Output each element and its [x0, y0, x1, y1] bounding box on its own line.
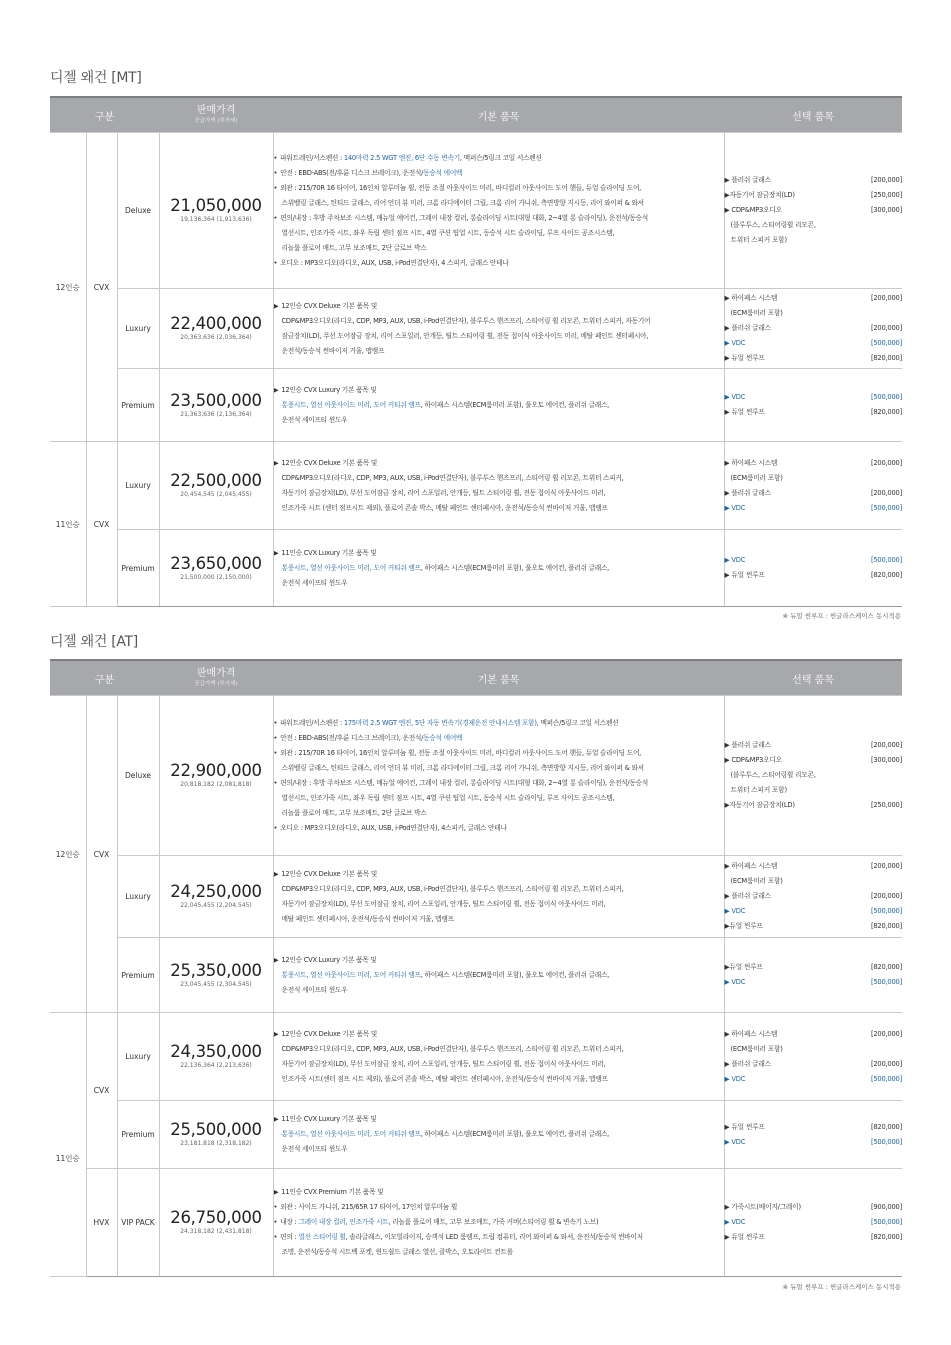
option-items [724, 1101, 902, 1169]
option-price: [500,000] [870, 393, 903, 401]
option-item [725, 501, 903, 516]
basic-items [273, 1013, 724, 1101]
basic-item-line: • 외관 : 215/70R 16 타이어, 16인치 알루미늄 휠, 전동 조절 아웃사이드 미러, 바디컬러 아웃사이드 도어 핸들, 듀얼 슬라이딩 도어, [273, 183, 642, 192]
option-item [725, 188, 903, 203]
price-cell [159, 1169, 273, 1277]
option-name: ▶ 하이패스 시스템 [724, 1029, 778, 1038]
option-item [725, 336, 903, 351]
option-name: ▶ VDC [724, 1137, 746, 1146]
basic-item-line: 열선시트, 인조가죽 시트, 좌우 독립 센터 점프 시트, 4열 쿠션 팁업 시트, 동승석 시트 슬라이딩, 루프 사이드 공조시스템, [281, 793, 615, 802]
trim-cell: Luxury [117, 856, 159, 938]
option-price: [300,000] [870, 206, 903, 214]
sale-price: 25,500,000 [170, 1120, 262, 1139]
option-price: [500,000] [870, 503, 903, 512]
basic-item-line: CDP&MP3오디오(라디오, CDP, MP3, AUX, USB, i-Pod연결단자), 블루투스 핸즈프리, 스티어링 휠 리모콘, 트위터 스피커, [281, 473, 624, 482]
option-price: [500,000] [870, 1074, 903, 1083]
basic-item-line: • 안전 : EBD-ABS(전/후륜 디스크 브레이크), 운전석/동승석 에어백 [273, 168, 463, 177]
type-cell: CVX [86, 442, 117, 607]
basic-item-line: 스위벨링 글래스, 틴티드 글래스, 리어 언더 뷰 미러, 크롬 라디에이터 그릴, 크롬 리어 가니쉬, 측면방향 지시등, 리어 와이퍼 & 와셔 [281, 763, 644, 772]
option-item [725, 1057, 903, 1072]
option-item [725, 975, 903, 990]
footnote-mt: ※ 듀얼 썬루프 : 썬글라스케이스 동시적용 [782, 612, 901, 620]
option-items [724, 133, 902, 289]
option-item [725, 486, 903, 501]
table-header [50, 660, 902, 696]
basic-item-line: 리놀륨 플로어 매트, 고무 보조매트, 2단 글로브 박스 [281, 243, 427, 252]
basic-item-line: 열선시트, 인조가죽 시트, 좌우 독립 센터 점프 시트, 4열 쿠션 팁업 시트, 동승석 시트 슬라이딩, 루프 사이드 공조시스템, [281, 228, 615, 237]
option-name: ▶ VDC [724, 503, 746, 512]
basic-item-line: • 외관 : 사이드 가니쉬, 215/65R 17 타이어, 17인치 알루미늄 휠 [273, 1203, 458, 1211]
basic-item-line: 통풍시트, 열선 아웃사이드 미러, 도어 커티쉬 램프, 하이패스 시스템(ECM룸미러 포함), 풀오토 에어컨, 플러쉬 글래스, [281, 400, 610, 409]
option-name: ▶ 하이패스 시스템 [724, 458, 778, 467]
option-price: [500,000] [870, 907, 903, 915]
sale-price: 23,650,000 [170, 553, 262, 573]
supply-price: 19,136,364 (1,913,636) [180, 216, 252, 223]
trim-cell: Premium [117, 530, 159, 607]
sale-price: 22,400,000 [170, 314, 262, 333]
option-price: [900,000] [870, 1203, 903, 1211]
price-cell [159, 938, 273, 1013]
trim-cell: VIP PACK [117, 1169, 159, 1277]
basic-item-line: • 오디오 : MP3오디오(라디오, AUX, USB, i-Pod연결단자), 4스피커, 글래스 안테나 [273, 823, 507, 832]
option-name: 트위터 스피커 포함) [730, 786, 787, 794]
option-item [725, 919, 903, 934]
basic-item-line: 인조가죽 시트(센터 점프 시트 제외), 플로어 콘솔 박스, 메탈 페인트 센터페시아, 운전석/동승석 썬바이저 거울, 맵램프 [281, 1074, 608, 1083]
option-name: ▶ VDC [724, 1218, 746, 1226]
basic-items [273, 938, 724, 1013]
header-basic: 기본 품목 [273, 660, 724, 696]
supply-price: 22,045,455 (2,204,545) [180, 902, 252, 909]
option-items [724, 938, 902, 1013]
option-price: [200,000] [870, 294, 903, 302]
option-name: ▶ 가죽시트(베이지/그레이) [724, 1203, 801, 1211]
option-items [724, 856, 902, 938]
basic-item-line: 운전석 세이프티 윈도우 [281, 985, 348, 994]
option-items [724, 369, 902, 442]
trim-cell: Premium [117, 1101, 159, 1169]
option-price: [820,000] [870, 963, 903, 971]
basic-item-line: 조명, 운전석/동승석 시트백 포켓, 윈드쉴드 글래스 열선, 클박스, 오토라이트 컨트롤 [281, 1248, 513, 1256]
option-price: [500,000] [870, 1137, 903, 1146]
basic-items [273, 133, 724, 289]
trim-cell: Premium [117, 369, 159, 442]
option-name: ▶ 하이패스 시스템 [724, 294, 778, 302]
header-option: 선택 품목 [724, 97, 902, 133]
option-name: ▶ VDC [724, 339, 746, 347]
option-item [725, 203, 903, 218]
table-row [50, 1101, 902, 1169]
sale-price: 26,750,000 [170, 1208, 262, 1227]
option-item [725, 783, 903, 798]
option-price: [500,000] [870, 339, 903, 347]
supply-price: 23,045,455 (2,304,545) [180, 980, 252, 988]
basic-item-line: • 파워트레인/서스펜션 : 140마력 2.5 WGT 엔진, 6단 수동 변속기, 멕퍼슨/5링크 코일 서스펜션 [273, 153, 542, 162]
supply-price: 21,363,636 (2,136,364) [180, 410, 252, 418]
seat-cell: 12인승 [50, 696, 86, 1013]
option-name: ▶ 하이패스 시스템 [724, 862, 778, 870]
basic-item-line: ▶ 11인승 CVX Premium 기본 품목 및 [273, 1188, 384, 1196]
price-cell [159, 1101, 273, 1169]
price-cell [159, 442, 273, 530]
section-title-at: 디젤 왜건 [AT] [50, 634, 138, 650]
option-price: [200,000] [870, 1059, 903, 1068]
basic-item-line: 운전석 세이프티 윈도우 [281, 578, 348, 587]
option-item [725, 889, 903, 904]
option-name: ▶자동기어 잠금장치(LD) [724, 191, 795, 199]
option-name: ▶ 듀얼 썬루프 [724, 571, 765, 579]
option-price: [200,000] [870, 892, 903, 900]
option-price: [200,000] [870, 458, 903, 467]
option-price: [820,000] [870, 1233, 903, 1241]
option-items [724, 530, 902, 607]
basic-item-line: 운전석/동승석 썬바이저 거울, 맵램프 [281, 346, 385, 355]
trim-cell: Luxury [117, 1013, 159, 1101]
option-items [724, 442, 902, 530]
section-title-mt: 디젤 왜건 [MT] [50, 70, 142, 86]
basic-item-line: 리놀륨 플로어 매트, 고무 보조매트, 2단 글로브 박스 [281, 808, 427, 817]
price-cell [159, 1013, 273, 1101]
basic-item-line: ▶ 12인승 CVX Luxury 기본 품목 및 [273, 955, 377, 964]
basic-item-line: • 편의/내장 : 후방 주차보조 시스템, 매뉴얼 에어컨, 그레이 내장 컬러, 롱슬라이딩 시트(대형 대화, 2~4열 롱 슬라이딩), 운전석/동승석 [273, 778, 648, 787]
basic-item-line: ▶ 11인승 CVX Luxury 기본 품목 및 [273, 1115, 377, 1123]
option-price: [200,000] [870, 324, 903, 332]
price-cell [159, 289, 273, 369]
basic-items [273, 856, 724, 938]
header-gubun: 구분 [50, 97, 159, 133]
option-item [725, 456, 903, 471]
header-basic: 기본 품목 [273, 97, 724, 133]
option-item [725, 568, 903, 583]
basic-item-line: 잠금장치(LD), 무선 도어잠금 장치, 리어 스포일러, 안개등, 틸트 스티어링 휠, 전동 접이식 아웃사이드 미러, 메탈 페인트 센터페시아, [281, 331, 649, 340]
basic-items [273, 530, 724, 607]
sale-price: 25,350,000 [170, 960, 262, 980]
option-name: ▶ CDP&MP3오디오 [724, 756, 782, 764]
basic-item-line: ▶ 12인승 CVX Deluxe 기본 품목 및 [273, 1029, 378, 1038]
option-name: ▶ CDP&MP3오디오 [724, 206, 782, 214]
option-item [725, 351, 903, 366]
basic-item-line: 자동기어 잠금장치(LD), 무선 도어잠금 장치, 리어 스포일러, 안개등, 틸트 스티어링 휠, 전동 접이식 아웃사이드 미러, [281, 899, 606, 908]
option-price: [300,000] [870, 756, 903, 764]
table-row [50, 856, 902, 938]
option-name: ▶ 플러쉬 글래스 [724, 176, 771, 184]
price-cell [159, 856, 273, 938]
basic-item-line: 자동기어 잠금장치(LD), 무선 도어잠금 장치, 리어 스포일러, 안개등, 틸트 스티어링 휠, 전동 접이식 아웃사이드 미러, [281, 1059, 606, 1068]
trim-cell: Deluxe [117, 133, 159, 289]
price-table-at [50, 659, 902, 1277]
option-name: ▶ 플러쉬 글래스 [724, 488, 771, 497]
basic-item-line: • 편의/내장 : 후방 주차보조 시스템, 매뉴얼 에어컨, 그레이 내장 컬러, 롱슬라이딩 시트(대형 대화, 2~4열 롱 슬라이딩), 운전석/동승석 [273, 213, 648, 222]
option-price: [250,000] [870, 191, 903, 199]
option-name: (ECM룸미러 포함) [730, 309, 783, 317]
table-row [50, 369, 902, 442]
supply-price: 21,500,000 (2,150,000) [180, 573, 252, 581]
option-item [725, 874, 903, 889]
basic-item-line: ▶ 11인승 CVX Luxury 기본 품목 및 [273, 548, 377, 557]
price-cell [159, 369, 273, 442]
option-price: [820,000] [870, 354, 903, 362]
option-price: [200,000] [870, 176, 903, 184]
option-name: (ECM룸미러 포함) [730, 1044, 783, 1053]
basic-item-line: 메탈 페인트 센터페시아, 운전석/동승석 썬바이저 거울, 맵램프 [281, 914, 454, 923]
table-row [50, 289, 902, 369]
option-name: ▶ VDC [724, 1074, 746, 1083]
basic-items [273, 1169, 724, 1277]
price-table-mt [50, 96, 902, 607]
basic-item-line: • 파워트레인/서스펜션 : 175마력 2.5 WGT 엔진, 5단 자동 변속기(경제운전 안내시스템 포함), 멕퍼슨/5링크 코일 서스펜션 [273, 718, 619, 727]
option-items [724, 1169, 902, 1277]
table-row [50, 696, 902, 856]
table-row [50, 938, 902, 1013]
basic-item-line: 스위벨링 글래스, 틴티드 글래스, 리어 언더 뷰 미러, 크롬 라디에이터 그릴, 크롬 리어 가니쉬, 측면방향 지시등, 리어 와이퍼 & 와셔 [281, 198, 644, 207]
sale-price: 23,500,000 [170, 390, 262, 410]
supply-price: 20,818,182 (2,081,818) [180, 781, 252, 788]
option-name: ▶자동기어 잠금장치(LD) [724, 801, 795, 809]
supply-price: 20,454,545 (2,045,455) [180, 491, 252, 498]
sale-price: 22,900,000 [170, 761, 262, 780]
option-name: ▶ 듀얼 썬루프 [724, 408, 765, 416]
option-item [725, 233, 903, 248]
basic-item-line: ▶ 12인승 CVX Luxury 기본 품목 및 [273, 385, 377, 394]
type-cell: CVX [86, 1013, 117, 1169]
basic-items [273, 369, 724, 442]
option-name: (ECM룸미러 포함) [730, 473, 783, 482]
type-cell: CVX [86, 133, 117, 442]
supply-price: 22,136,364 (2,213,636) [180, 1062, 252, 1069]
supply-price: 24,318,182 (2,431,818) [180, 1228, 252, 1235]
basic-item-line: 인조가죽 시트 (센터 점프시트 제외), 플로어 콘솔 박스, 메탈 페인트 센터페시아, 운전석/동승석 썬바이저 거울, 맵램프 [281, 503, 608, 512]
option-items [724, 1013, 902, 1101]
seat-cell: 12인승 [50, 133, 86, 442]
option-item [725, 1200, 903, 1215]
option-price: [500,000] [870, 1218, 903, 1226]
option-items [724, 289, 902, 369]
seat-cell: 11인승 [50, 1013, 86, 1277]
option-price: [200,000] [870, 862, 903, 870]
option-item [725, 1027, 903, 1042]
basic-item-line: CDP&MP3오디오(라디오, CDP, MP3, AUX, USB, i-Pod연결단자), 블루투스 핸즈프리, 스티어링 휠 리모콘, 트위터 스피커, [281, 884, 624, 893]
header-option: 선택 품목 [724, 660, 902, 696]
option-item [725, 390, 903, 405]
table-row [50, 133, 902, 289]
option-item [725, 218, 903, 233]
option-item [725, 1135, 903, 1150]
trim-cell: Luxury [117, 289, 159, 369]
option-name: ▶ VDC [724, 907, 746, 915]
table-header [50, 97, 902, 133]
sale-price: 22,500,000 [170, 471, 262, 490]
basic-item-line: • 내장 : 그레이 내장 컬러, 인조가죽 시트, 리놀륨 플로어 매트, 고무 보조매트, 가죽 커버(스티어링 휠 & 변속기 노브) [273, 1218, 599, 1226]
basic-items [273, 1101, 724, 1169]
option-name: ▶ 플러쉬 글래스 [724, 1059, 771, 1068]
option-item [725, 1072, 903, 1087]
basic-item-line: CDP&MP3오디오(라디오, CDP, MP3, AUX, USB, i-Pod연결단자), 블루투스 핸즈프리, 스티어링 휠 리모콘, 트위터 스피커, [281, 1044, 624, 1053]
option-item [725, 1120, 903, 1135]
basic-item-line: ▶ 12인승 CVX Deluxe 기본 품목 및 [273, 458, 378, 467]
option-item [725, 753, 903, 768]
basic-item-line: • 오디오 : MP3오디오(라디오, AUX, USB, i-Pod연결단자), 4 스피커, 글래스 안테나 [273, 258, 509, 267]
option-name: ▶ 플러쉬 글래스 [724, 892, 771, 900]
option-item [725, 859, 903, 874]
option-price: [820,000] [870, 1122, 903, 1131]
trim-cell: Premium [117, 938, 159, 1013]
basic-item-line: • 편의 : 열선 스티어링 휠, 솔라글래스, 이모빌라이저, 승객석 LED 룸램프, 트립 컴퓨터, 리어 와이퍼 & 와셔, 운전석/동승석 썬바이저 [273, 1233, 643, 1241]
trim-cell: Luxury [117, 442, 159, 530]
option-name: (블루투스, 스티어링휠 리모콘, [730, 771, 816, 779]
option-item [725, 173, 903, 188]
basic-item-line: 통풍시트, 열선 아웃사이드 미러, 도어 커티쉬 램프, 하이패스 시스템(ECM룸미러 포함), 풀오토 에어컨, 플러쉬 글래스, [281, 563, 610, 572]
option-name: ▶듀얼 썬루프 [724, 922, 763, 930]
seat-cell: 11인승 [50, 442, 86, 607]
option-price: [200,000] [870, 488, 903, 497]
table-row [50, 1013, 902, 1101]
option-item [725, 321, 903, 336]
basic-item-line: 통풍시트, 열선 아웃사이드 미러, 도어 커티쉬 램프, 하이패스 시스템(ECM룸미러 포함), 풀오토 에어컨, 플러쉬 글래스, [281, 1130, 610, 1138]
price-cell [159, 530, 273, 607]
option-name: ▶ 듀얼 썬루프 [724, 1233, 765, 1241]
option-name: ▶ 듀얼 썬루프 [724, 1122, 765, 1131]
header-price: 판매가격 공급가액 (부가세) [159, 97, 273, 133]
option-price: [500,000] [870, 978, 903, 986]
option-name: ▶ VDC [724, 393, 746, 401]
option-item [725, 904, 903, 919]
option-item [725, 471, 903, 486]
basic-items [273, 696, 724, 856]
option-name: ▶ VDC [724, 556, 746, 564]
supply-price: 23,181,818 (2,318,182) [180, 1140, 252, 1147]
basic-item-line: ▶ 12인승 CVX Deluxe 기본 품목 및 [273, 301, 378, 310]
header-price: 판매가격 공급가액 (부가세) [159, 660, 273, 696]
type-cell: HVX [86, 1169, 117, 1277]
basic-item-line: • 안전 : EBD-ABS(전/후륜 디스크 브레이크), 운전석/동승석 에어백 [273, 733, 463, 742]
option-name: ▶ VDC [724, 978, 746, 986]
option-name: (ECM룸미러 포함) [730, 877, 783, 885]
option-item [725, 291, 903, 306]
option-price: [820,000] [870, 922, 903, 930]
basic-items [273, 442, 724, 530]
type-cell: CVX [86, 696, 117, 1013]
option-item [725, 405, 903, 420]
basic-item-line: CDP&MP3오디오(라디오, CDP, MP3, AUX, USB, i-Pod연결단자), 블루투스 핸즈프리, 스티어링 휠 리모콘, 트위터 스피커, 자동기어 [281, 316, 651, 325]
sale-price: 24,250,000 [170, 882, 262, 901]
option-name: 트위터 스피커 포함) [730, 236, 787, 244]
table-row [50, 530, 902, 607]
option-item [725, 768, 903, 783]
option-name: ▶ 플러쉬 글래스 [724, 741, 771, 749]
price-cell [159, 133, 273, 289]
basic-item-line: 운전석 세이프티 윈도우 [281, 1145, 348, 1153]
sale-price: 24,350,000 [170, 1042, 262, 1061]
option-name: (블루투스, 스티어링휠 리모콘, [730, 221, 816, 229]
basic-item-line: • 외관 : 215/70R 16 타이어, 16인치 알루미늄 휠, 전동 조절 아웃사이드 미러, 바디컬러 아웃사이드 도어 핸들, 듀얼 슬라이딩 도어, [273, 748, 642, 757]
sale-price: 21,050,000 [170, 196, 262, 215]
basic-items [273, 289, 724, 369]
option-items [724, 696, 902, 856]
option-name: ▶ 플러쉬 글래스 [724, 324, 771, 332]
option-price: [500,000] [870, 556, 903, 564]
footnote-at: ※ 듀얼 썬루프 : 썬글라스케이스 동시적용 [782, 1283, 901, 1291]
option-price: [820,000] [870, 408, 903, 416]
basic-item-line: 운전석 세이프티 윈도우 [281, 415, 348, 424]
basic-item-line: 자동기어 잠금장치(LD), 무선 도어잠금 장치, 리어 스포일러, 안개등, 틸트 스티어링 휠, 전동 접이식 아웃사이드 미러, [281, 488, 606, 497]
table-row [50, 442, 902, 530]
header-gubun: 구분 [50, 660, 159, 696]
option-price: [200,000] [870, 741, 903, 749]
trim-cell: Deluxe [117, 696, 159, 856]
option-name: ▶ 듀얼 썬루프 [724, 354, 765, 362]
option-item [725, 1215, 903, 1230]
option-name: ▶듀얼 썬루프 [724, 963, 763, 971]
option-item [725, 798, 903, 813]
option-item [725, 1042, 903, 1057]
basic-item-line: ▶ 12인승 CVX Deluxe 기본 품목 및 [273, 869, 378, 878]
supply-price: 20,363,636 (2,036,364) [180, 334, 252, 341]
option-item [725, 553, 903, 568]
option-price: [200,000] [870, 1029, 903, 1038]
option-item [725, 738, 903, 753]
option-price: [250,000] [870, 801, 903, 809]
option-item [725, 306, 903, 321]
basic-item-line: 통풍시트, 열선 아웃사이드 미러, 도어 커티쉬 램프, 하이패스 시스템(ECM룸미러 포함), 풀오토 에어컨, 플러쉬 글래스, [281, 970, 610, 979]
option-price: [820,000] [870, 571, 903, 579]
price-cell [159, 696, 273, 856]
table-row [50, 1169, 902, 1277]
option-item [725, 960, 903, 975]
option-item [725, 1230, 903, 1245]
